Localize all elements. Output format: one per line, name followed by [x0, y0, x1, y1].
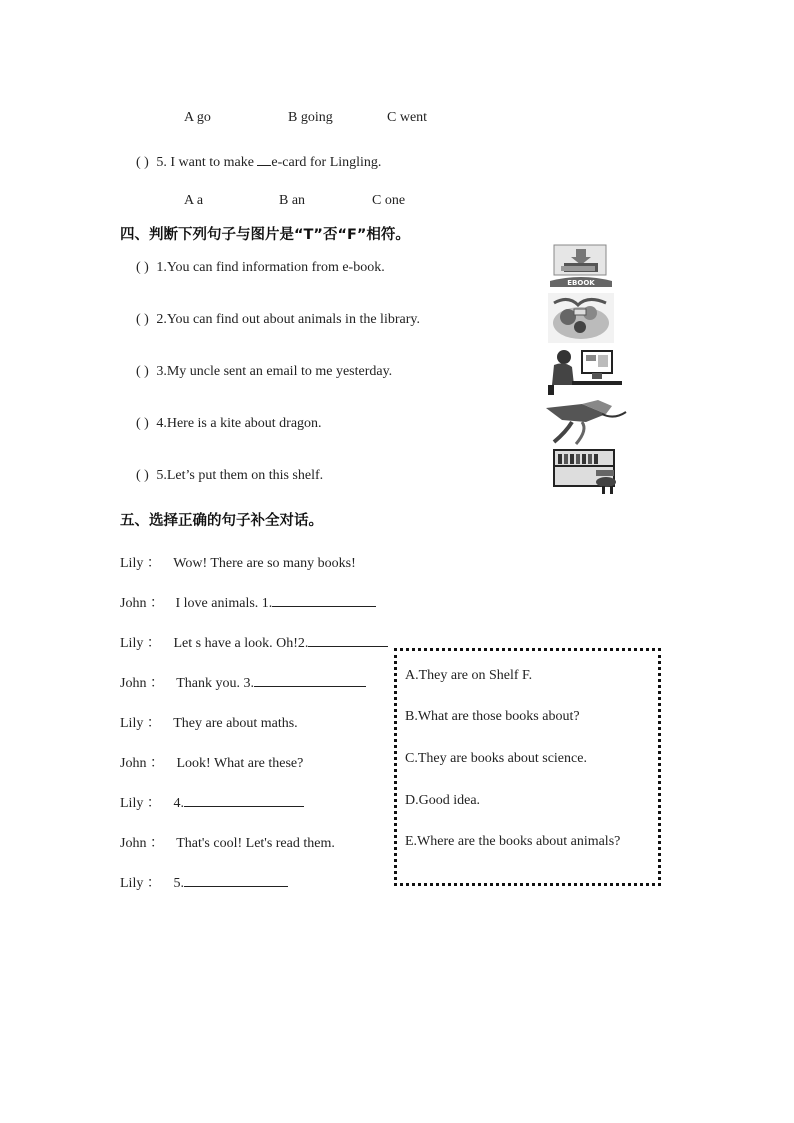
- q4-option-a: A go: [184, 110, 211, 125]
- speaker: John ：: [120, 596, 164, 611]
- answer-blank-2[interactable]: [308, 632, 388, 647]
- dialogue-line-5: [120, 712, 298, 732]
- dialogue-line-2: [120, 592, 376, 612]
- paren: ( ): [136, 416, 149, 431]
- dialogue-line-9: [120, 872, 288, 892]
- section4-item-3: [136, 364, 392, 380]
- speaker: John ：: [120, 836, 164, 851]
- line: That's cool! Let's read them.: [176, 836, 335, 851]
- section4-title: 四、判断下列句子与图片是“T”否“F”相符。: [120, 227, 410, 243]
- speaker: John ：: [120, 756, 164, 771]
- item-text: 2.You can find out about animals in the library.: [156, 312, 420, 327]
- item-text: 1.You can find information from e-book.: [156, 260, 385, 275]
- item-text: 5.Let’s put them on this shelf.: [156, 468, 324, 483]
- ebook-illustration: [548, 243, 614, 287]
- item-text: 4.Here is a kite about dragon.: [156, 416, 322, 431]
- dialogue-line-8: [120, 832, 335, 852]
- speaker: Lily ：: [120, 716, 161, 731]
- dragon-kite-illustration: [542, 400, 628, 446]
- speaker: Lily ：: [120, 876, 161, 891]
- answer-blank-1[interactable]: [272, 592, 376, 607]
- q5-option-c: C one: [372, 193, 406, 208]
- shelf-illustration: [552, 448, 632, 494]
- dialogue-line-6: [120, 752, 303, 772]
- section4-item-5: [136, 468, 323, 484]
- answer-blank-4[interactable]: [184, 792, 304, 807]
- ebook-icon: [548, 243, 614, 287]
- dialogue-line-3: [120, 632, 388, 652]
- line: 4.: [173, 796, 184, 811]
- paren: ( ): [136, 468, 149, 483]
- dialogue-line-7: [120, 792, 304, 812]
- ebook-label: EBOOK: [567, 279, 595, 287]
- speaker: Lily ：: [120, 636, 161, 651]
- section5-title: 五、选择正确的句子补全对话。: [120, 513, 323, 529]
- option-c: C.They are books about science.: [405, 751, 587, 766]
- q5-prefix: 5. I want to make: [156, 155, 258, 170]
- line: Let s have a look. Oh!2.: [173, 636, 309, 651]
- line: I love animals. 1.: [175, 596, 273, 611]
- line: They are about maths.: [173, 716, 298, 731]
- q5-option-b: B an: [279, 193, 306, 208]
- line: 5.: [173, 876, 184, 891]
- paren: ( ): [136, 312, 149, 327]
- line: Thank you. 3.: [176, 676, 255, 691]
- line: Look! What are these?: [176, 756, 304, 771]
- paren: ( ): [136, 364, 149, 379]
- option-e: E.Where are the books about animals?: [405, 834, 621, 849]
- section4-item-2: [136, 312, 420, 328]
- option-a: A.They are on Shelf F.: [405, 668, 533, 683]
- shelf-icon: [552, 448, 632, 494]
- kite-icon: [542, 400, 628, 446]
- section4-item-4: [136, 416, 322, 432]
- dialogue-line-1: [120, 552, 356, 572]
- animals-icon: [548, 293, 614, 343]
- q5-option-a: A a: [184, 193, 204, 208]
- speaker: John ：: [120, 676, 164, 691]
- speaker: Lily ：: [120, 796, 161, 811]
- option-b: B.What are those books about?: [405, 709, 580, 724]
- answer-blank-5[interactable]: [184, 872, 288, 887]
- line: Wow! There are so many books!: [173, 556, 356, 571]
- zoo-illustration: [548, 293, 614, 343]
- q4-option-c: C went: [387, 110, 428, 125]
- q5-blank[interactable]: [257, 151, 271, 166]
- speaker: Lily ：: [120, 556, 161, 571]
- section4-item-1: [136, 260, 385, 276]
- answer-blank-3[interactable]: [254, 672, 366, 687]
- q5-paren: ( ): [136, 155, 149, 170]
- computer-user-illustration: [546, 347, 622, 395]
- computer-icon: [546, 347, 622, 395]
- paren: ( ): [136, 260, 149, 275]
- option-d: D.Good idea.: [405, 793, 481, 808]
- q5-suffix: e-card for Lingling.: [271, 155, 382, 170]
- q4-option-b: B going: [288, 110, 333, 125]
- q5-question: [136, 151, 381, 171]
- item-text: 3.My uncle sent an email to me yesterday.: [156, 364, 393, 379]
- dialogue-line-4: [120, 672, 366, 692]
